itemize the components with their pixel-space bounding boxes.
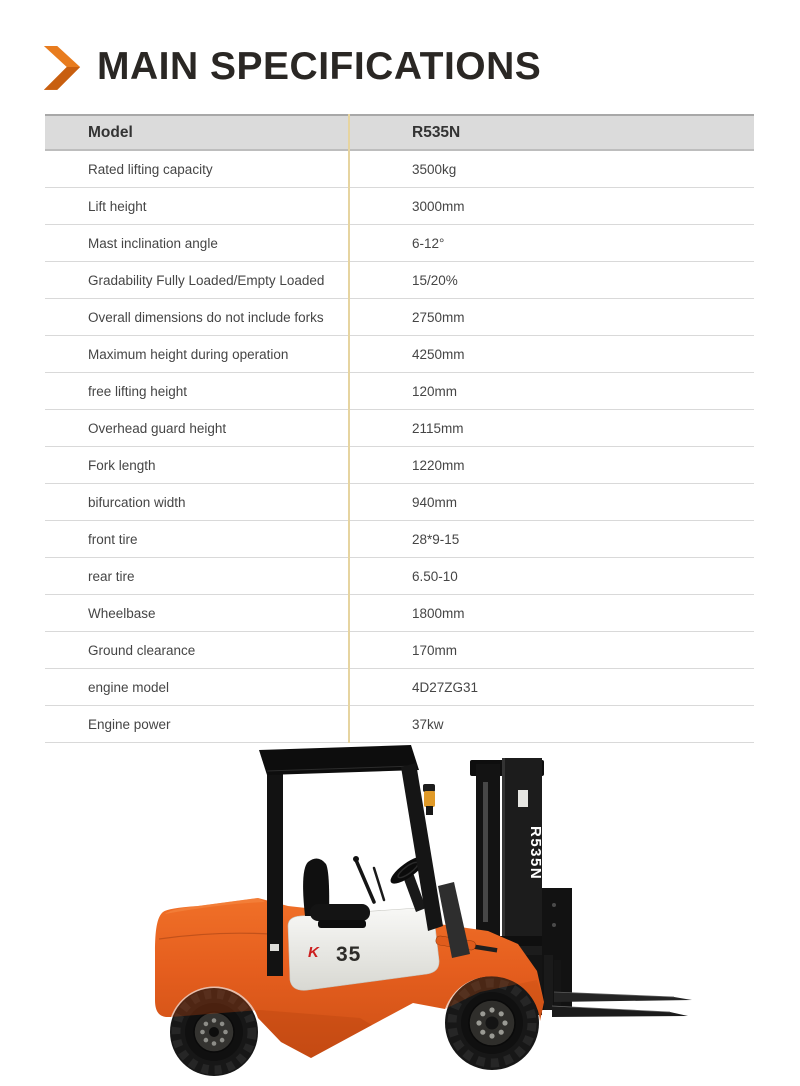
mast-sticker [518, 790, 528, 807]
table-row [45, 336, 754, 373]
row-label: Maximum height during operation [88, 346, 289, 362]
spec-table [45, 114, 754, 743]
table-row [45, 299, 754, 336]
table-row [45, 669, 754, 706]
table-row [45, 521, 754, 558]
row-label: front tire [88, 531, 138, 547]
table-row [45, 484, 754, 521]
row-label: rear tire [88, 568, 135, 584]
row-label: Gradability Fully Loaded/Empty Loaded [88, 272, 325, 288]
chevron-right-icon [42, 39, 82, 95]
page-title: MAIN SPECIFICATIONS [97, 45, 542, 88]
row-label: Engine power [88, 716, 171, 732]
forklift-product-image [140, 740, 700, 1086]
row-label: Lift height [88, 198, 147, 214]
row-label: engine model [88, 679, 170, 695]
row-value: 1220mm [412, 457, 465, 473]
table-row [45, 447, 754, 484]
row-value: 28*9-15 [412, 531, 460, 547]
row-label: Fork length [88, 457, 156, 473]
table-body [45, 151, 754, 743]
table-header-row [45, 114, 754, 151]
row-label: Mast inclination angle [88, 235, 218, 251]
row-value: 1800mm [412, 605, 465, 621]
table-row [45, 558, 754, 595]
row-value: 2750mm [412, 309, 465, 325]
row-value: 2115mm [412, 420, 464, 436]
hood-badge: 35 [336, 943, 362, 966]
row-label: Overall dimensions do not include forks [88, 309, 324, 325]
table-row [45, 632, 754, 669]
table-row [45, 151, 754, 188]
column-divider [348, 114, 350, 743]
row-value: 6-12° [412, 235, 445, 251]
row-value: 4250mm [412, 346, 465, 362]
table-row [45, 373, 754, 410]
row-value: 3000mm [412, 198, 465, 214]
row-value: 4D27ZG31 [412, 679, 479, 695]
table-row [45, 706, 754, 743]
row-label: Overhead guard height [88, 420, 227, 436]
table-row [45, 262, 754, 299]
mast-model-text: R535N [527, 826, 544, 881]
header-model-value: R535N [412, 123, 461, 141]
row-value: 6.50-10 [412, 568, 458, 584]
row-value: 120mm [412, 383, 458, 399]
row-label: Rated lifting capacity [88, 161, 213, 177]
row-value: 15/20% [412, 272, 458, 288]
row-value: 37kw [412, 716, 444, 732]
row-value: 170mm [412, 642, 458, 658]
table-row [45, 225, 754, 262]
row-label: Ground clearance [88, 642, 196, 658]
brand-mark: K [308, 944, 319, 961]
row-value: 940mm [412, 494, 458, 510]
warning-beacon [423, 784, 435, 815]
table-row [45, 188, 754, 225]
table-row [45, 410, 754, 447]
row-label: Wheelbase [88, 605, 156, 621]
row-label: bifurcation width [88, 494, 186, 510]
row-value: 3500kg [412, 161, 457, 177]
row-label: free lifting height [88, 383, 188, 399]
table-row [45, 595, 754, 632]
header-model-label: Model [88, 123, 133, 141]
page-header [42, 38, 541, 96]
fork-blades [552, 992, 692, 1017]
